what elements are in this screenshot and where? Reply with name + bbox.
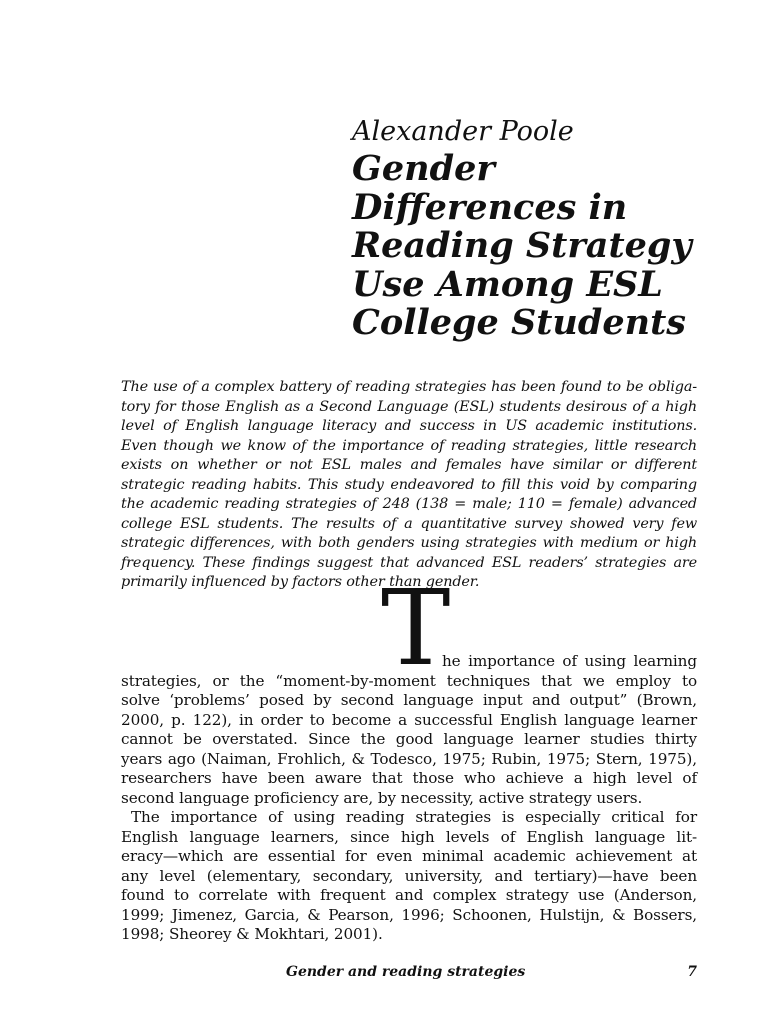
title-line: Use Among ESL <box>352 263 663 305</box>
article-title <box>352 150 752 343</box>
body-line: second language proficiency are, by necessity, active strategy users. <box>121 788 643 807</box>
body-text <box>121 652 697 945</box>
body-line: English language learners, since high levels of English language lit- <box>121 827 697 846</box>
body-line: solve ‘problems’ posed by second language input and output” (Brown, <box>121 691 697 709</box>
title-line: Gender <box>352 148 495 189</box>
body-line: 1999; Jimenez, Garcia, & Pearson, 1996; Schoonen, Hulstijn, & Bossers, <box>121 905 697 924</box>
title-line: Reading Strategy <box>352 225 692 266</box>
body-line: any level (elementary, secondary, university, and tertiary)—have been <box>121 866 697 885</box>
drop-cap: T <box>381 567 451 689</box>
running-title: Gender and reading strategies <box>286 964 526 980</box>
abstract-line: The use of a complex battery of reading strategies has been found to be obliga- <box>121 379 697 395</box>
body-line: years ago (Naiman, Frohlich, & Todesco, 1975; Rubin, 1975; Stern, 1975), <box>121 749 697 768</box>
body-line: strategies, or the “moment-by-moment techniques that we employ to <box>121 671 697 690</box>
body-line: 2000, p. 122), in order to become a successful English language learner <box>121 710 697 729</box>
title-line: Differences in <box>352 186 628 228</box>
abstract <box>121 378 697 593</box>
abstract-line: strategic reading habits. This study endeavored to fill this void by comparing <box>121 476 697 493</box>
body-line: 1998; Sheorey & Mokhtari, 2001). <box>121 925 383 943</box>
abstract-line: tory for those English as a Second Language (ESL) students desirous of a high <box>121 398 697 415</box>
abstract-line: primarily influenced by factors other than gender. <box>121 574 480 590</box>
page-number: 7 <box>687 964 697 980</box>
body-line: The importance of using reading strategies is especially critical for <box>131 808 697 826</box>
body-line: found to correlate with frequent and complex strategy use (Anderson, <box>121 886 697 904</box>
title-line: College Students <box>352 302 686 343</box>
abstract-line: exists on whether or not ESL males and females have similar or different <box>121 457 697 473</box>
body-line: he importance of using learning <box>442 652 697 670</box>
abstract-line: frequency. These findings suggest that advanced ESL readers’ strategies are <box>121 554 697 571</box>
body-line: cannot be overstated. Since the good language learner studies thirty <box>121 730 697 748</box>
author-name: Alexander Poole <box>352 116 574 147</box>
abstract-line: college ESL students. The results of a quantitative survey showed very few <box>121 515 697 532</box>
body-line: researchers have been aware that those who achieve a high level of <box>121 769 697 787</box>
body-line: eracy—which are essential for even minimal academic achievement at <box>121 847 697 865</box>
abstract-line: Even though we know of the importance of reading strategies, little research <box>121 437 697 454</box>
abstract-line: level of English language literacy and success in US academic institutions. <box>121 418 697 434</box>
abstract-line: the academic reading strategies of 248 (138 = male; 110 = female) advanced <box>121 496 697 512</box>
abstract-line: strategic differences, with both genders using strategies with medium or high <box>121 535 697 551</box>
